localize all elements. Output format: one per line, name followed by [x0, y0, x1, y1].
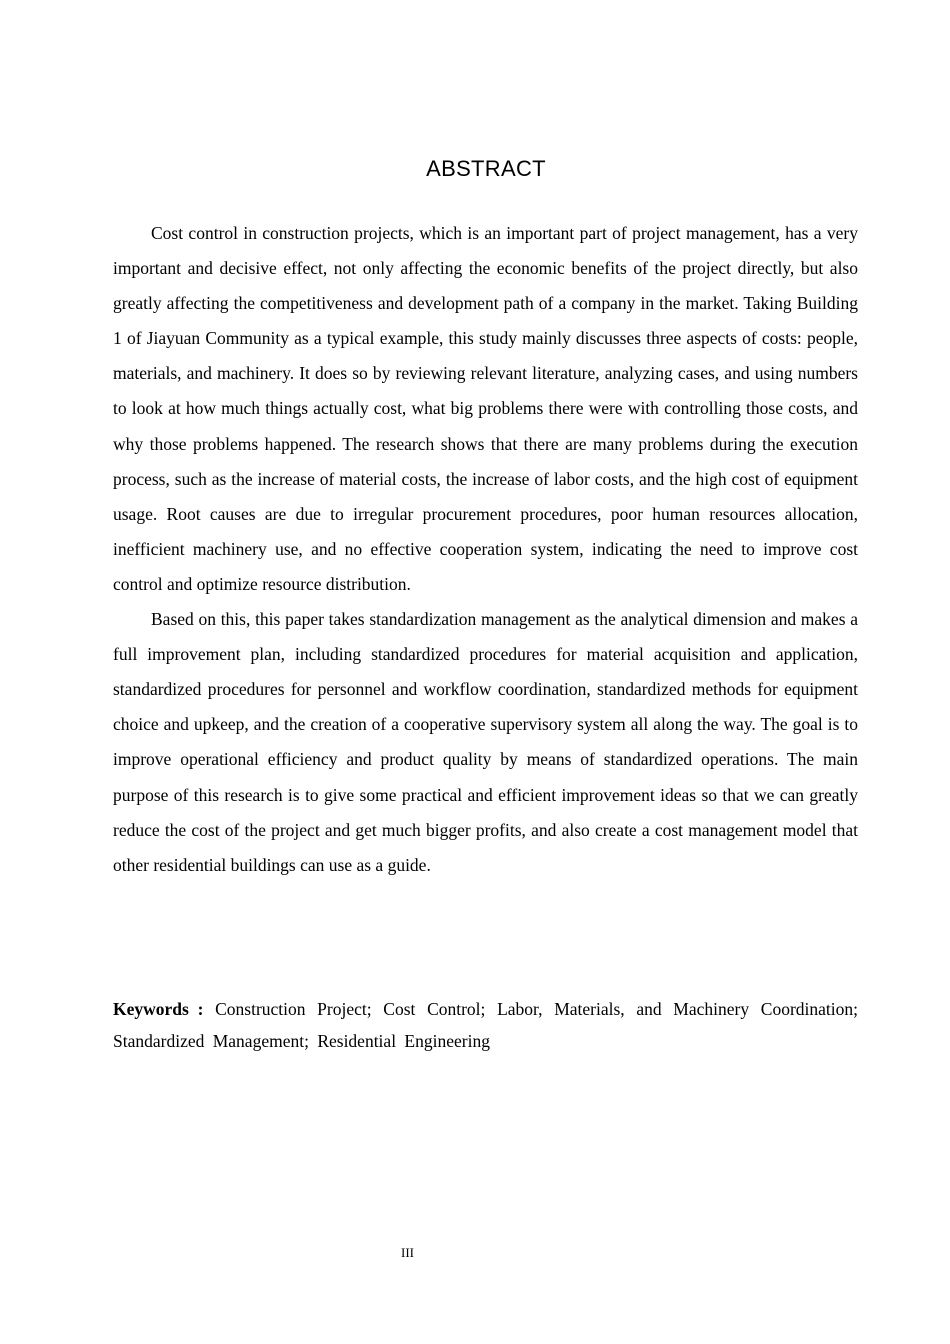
abstract-paragraph-1: Cost control in construction projects, which is an important part of project management, has a very important and decisive effect, not only affecting the economic benefits of the project directly, but also greatly affecting the competitiveness and development path of a company in the market. Taking Building 1 of Jiayuan Community as a typical example, this study mainly discusses three aspects of costs: people, materials, and machinery. It does so by reviewing relevant literature, analyzing cases, and using numbers to look at how much things actually cost, what big problems there were with controlling those costs, and why those problems happened. The research shows that there are many problems during the execution process, such as the increase of material costs, the increase of labor costs, and the high cost of equipment usage. Root causes are due to irregular procurement procedures, poor human resources allocation, inefficient machinery use, and no effective cooperation system, indicating the need to improve cost control and optimize resource distribution. — [113, 223, 858, 594]
abstract-paragraph-2: Based on this, this paper takes standardization management as the analytical dimension and makes a full improvement plan, including standardized procedures for material acquisition and application, standardized procedures for personnel and workflow coordination, standardized methods for equipment choice and upkeep, and the creation of a cooperative supervisory system all along the way. The goal is to improve operational efficiency and product quality by means of standardized operations. The main purpose of this research is to give some practical and efficient improvement ideas so that we can greatly reduce the cost of the project and get much bigger profits, and also create a cost management model that other residential buildings can use as a guide. — [113, 609, 858, 875]
keywords-block — [113, 993, 858, 1057]
page-number: III — [401, 1245, 414, 1260]
keywords-label: Keywords : — [113, 999, 204, 1019]
abstract-body — [113, 216, 858, 883]
keywords-text: Construction Project; Cost Control; Labor, Materials, and Machinery Coordination; Standardized Management; Residential Engineering — [113, 999, 859, 1051]
abstract-title: ABSTRACT — [426, 156, 546, 181]
